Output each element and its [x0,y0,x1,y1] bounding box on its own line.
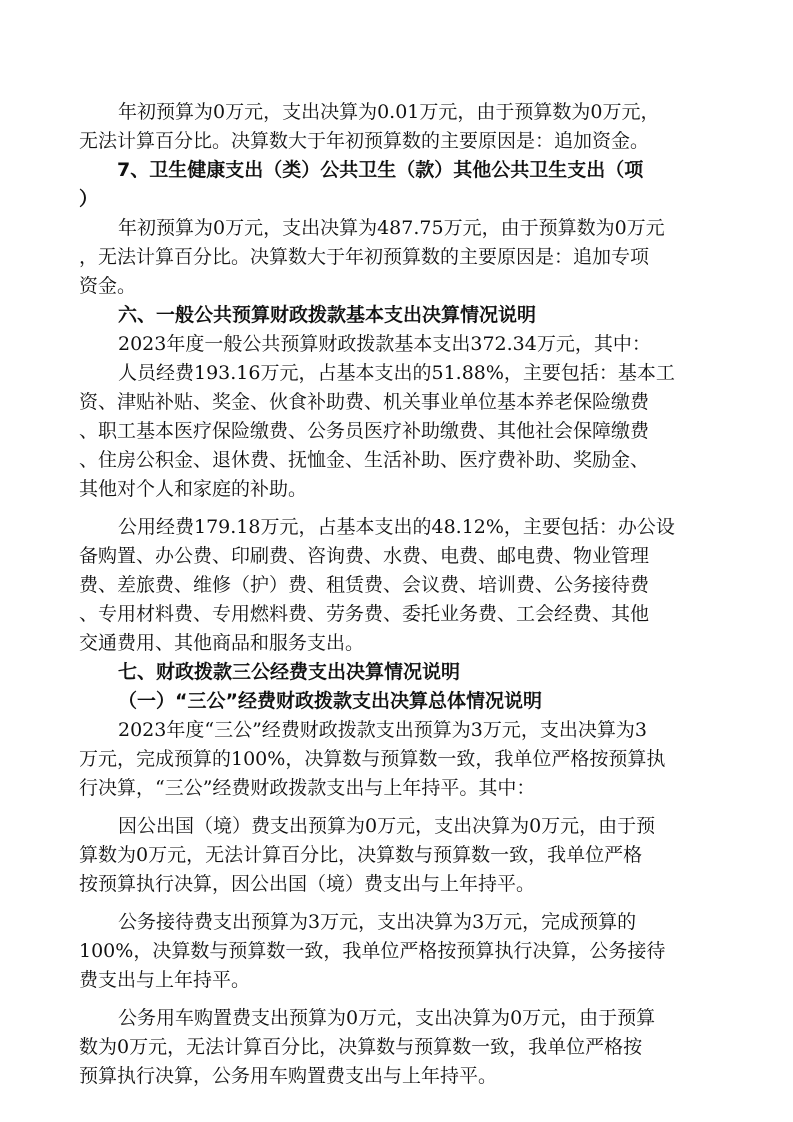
body-line: 费、差旅费、维修（护）费、租赁费、会议费、培训费、公务接待费 [79,574,650,596]
body-line: 、职工基本医疗保险缴费、公务员医疗补助缴费、其他社会保障缴费 [79,420,650,442]
body-line: 数为0万元，无法计算百分比，决算数与预算数一致，我单位严格按 [79,1036,643,1058]
body-line: 2023年度一般公共预算财政拨款基本支出372.34万元，其中： [118,333,651,355]
section-heading: 六、一般公共预算财政拨款基本支出决算情况说明 [118,304,537,326]
body-line: 年初预算为0万元，支出决算为0.01万元，由于预算数为0万元， [118,101,660,123]
body-line: 资金。 [79,275,137,297]
subsection-heading: （一）“三公”经费财政拨款支出决算总体情况说明 [118,690,542,712]
body-line: 公务用车购置费支出预算为0万元，支出决算为0万元，由于预算 [118,1007,656,1029]
body-line: 预算执行决算，公务用车购置费支出与上年持平。 [79,1065,498,1087]
body-line: 人员经费193.16万元，占基本支出的51.88%，主要包括：基本工 [118,362,675,384]
body-line: 万元，完成预算的100%，决算数与预算数一致，我单位严格按预算执 [79,748,666,770]
body-line: 交通费用、其他商品和服务支出。 [79,632,365,654]
body-line: 算数为0万元，无法计算百分比，决算数与预算数一致，我单位严格 [79,844,643,866]
section-heading: ） [79,188,99,210]
body-line: 、住房公积金、退休费、抚恤金、生活补助、医疗费补助、奖励金、 [79,449,650,471]
body-line: 2023年度“三公”经费财政拨款支出预算为3万元，支出决算为3 [118,719,647,741]
body-line: 其他对个人和家庭的补助。 [79,478,308,500]
body-line: 年初预算为0万元，支出决算为487.75万元，由于预算数为0万元 [118,217,665,239]
body-line: 公用经费179.18万元，占基本支出的48.12%，主要包括：办公设 [118,516,675,538]
body-line: ，无法计算百分比。决算数大于年初预算数的主要原因是：追加专项 [79,246,650,268]
body-line: 费支出与上年持平。 [79,969,251,991]
section-heading: 7、卫生健康支出（类）公共卫生（款）其他公共卫生支出（项 [117,159,644,181]
body-line: 行决算，“三公”经费财政拨款支出与上年持平。其中： [79,777,536,799]
body-line: 公务接待费支出预算为3万元，支出决算为3万元，完成预算的 [118,911,637,933]
body-line: 资、津贴补贴、奖金、伙食补助费、机关事业单位基本养老保险缴费 [79,391,650,413]
body-line: 备购置、办公费、印刷费、咨询费、水费、电费、邮电费、物业管理 [79,545,650,567]
body-line: 按预算执行决算，因公出国（境）费支出与上年持平。 [79,873,536,895]
section-heading: 七、财政拨款三公经费支出决算情况说明 [118,661,461,683]
body-line: 100%，决算数与预算数一致，我单位严格按预算执行决算，公务接待 [79,940,666,962]
body-line: 、专用材料费、专用燃料费、劳务费、委托业务费、工会经费、其他 [79,603,650,625]
body-line: 无法计算百分比。决算数大于年初预算数的主要原因是：追加资金。 [79,130,650,152]
body-line: 因公出国（境）费支出预算为0万元，支出决算为0万元，由于预 [118,815,656,837]
